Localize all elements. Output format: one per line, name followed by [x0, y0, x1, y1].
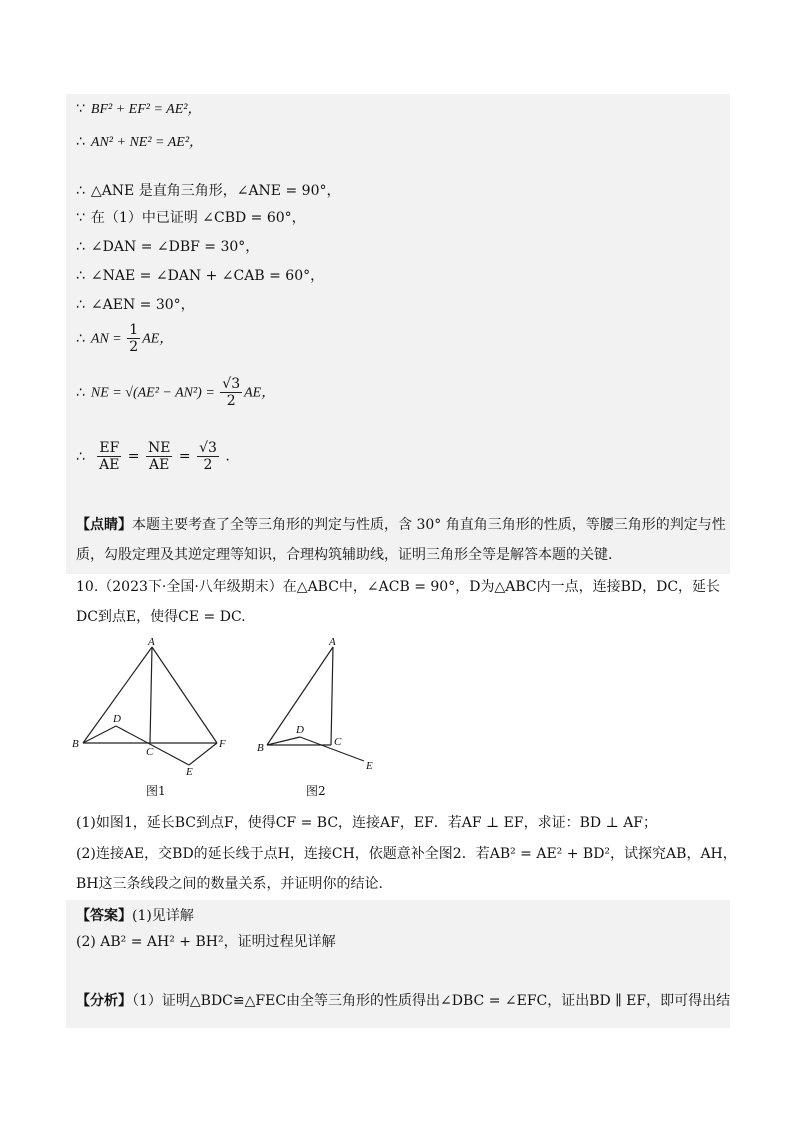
solution-line-1: ∵ BF² + EF² = AE²， [76, 101, 202, 117]
solution-line-2: ∴ AN² + NE² = AE²， [76, 134, 204, 150]
segment-af [152, 647, 217, 743]
question-1: (1)如图1，延长BC到点F，使得CF = BC，连接AF，EF．若AF ⊥ EF，求证：BD ⊥ AF； [76, 815, 658, 831]
segment-ba [83, 647, 152, 743]
segment-ef [189, 743, 217, 765]
problem-number: 10. [76, 579, 99, 595]
solution-line-3: ∴ △ANE 是直角三角形，∠ANE = 90°， [76, 183, 341, 199]
label-a: A [329, 636, 336, 648]
label-c: C [146, 746, 154, 758]
label-c: C [334, 736, 342, 748]
dianjing-text: 本题主要考查了全等三角形的判定与性质，含 30° 角直角三角形的性质，等腰三角形的判定与性质，勾股定理及其逆定理等知识，合理构筑辅助线，证明三角形全等是解答本题的关键. [76, 517, 726, 563]
fraction-root3-over-2-b: $\frac{√3}{2}$ [199, 440, 217, 473]
label-b: B [257, 742, 264, 754]
solution-line-8: ∴ AN = $\frac{1}{2}$ AE， [76, 322, 174, 355]
label-d: D [296, 724, 304, 736]
analysis-label: 【分析】 [76, 993, 132, 1009]
fraction-ne-over-ae: $\frac{NE}{AE}$ [147, 440, 171, 473]
label-a: A [148, 636, 155, 648]
label-e: E [366, 760, 373, 772]
label-f: F [219, 738, 226, 750]
dianjing-paragraph [76, 510, 728, 570]
answer-label: 【答案】 [76, 908, 132, 924]
segment-de [300, 737, 364, 761]
label-b: B [72, 738, 79, 750]
label-e: E [186, 766, 193, 775]
segment-ac [331, 647, 333, 745]
answer-line-2: (2) AB² = AH² + BH²，证明过程见详解 [76, 934, 336, 950]
problem-statement [76, 572, 732, 632]
dianjing-label: 【点睛】 [76, 517, 132, 533]
solution-line-9: ∴ NE = √(AE² − AN²) = $\frac{√3}{2}$ AE， [76, 376, 276, 409]
problem-source: （2023下·全国·八年级期末） [98, 579, 283, 595]
fraction-root3-over-2: $\frac{√3}{2}$ [222, 376, 241, 409]
figure-1-caption: 图1 [146, 784, 166, 798]
fraction-half: $\frac{1}{2}$ [129, 322, 139, 355]
solution-line-4: ∵ 在（1）中已证明 ∠CBD = 60°， [76, 210, 306, 226]
segment-ac [150, 647, 152, 743]
solution-line-6: ∴ ∠NAE = ∠DAN + ∠CAB = 60°， [76, 268, 325, 284]
figure-2-caption: 图2 [306, 784, 326, 798]
solution-line-7: ∴ ∠AEN = 30°， [76, 297, 195, 313]
solution-line-5: ∴ ∠DAN = ∠DBF = 30°， [76, 239, 260, 255]
label-d: D [113, 713, 121, 725]
solution-line-10: ∴ $\frac{EF}{AE}$ = $\frac{NE}{AE}$ = $\frac{√3}{2}$ . [76, 440, 230, 473]
problem-text: 在△ABC中，∠ACB = 90°，D为△ABC内一点，连接BD，DC，延长DC到点E，使得CE = DC. [76, 579, 721, 625]
answer-line-1: 【答案】(1)见详解 [76, 908, 194, 924]
figure-1 [66, 635, 246, 775]
question-2: (2)连接AE，交BD的延长线于点H，连接CH，依题意补全图2．若AB² = AE² + BD²，试探究AB，AH， [76, 846, 737, 862]
segment-bd [83, 726, 116, 743]
question-2-continued: BH这三条线段之间的数量关系，并证明你的结论. [76, 876, 383, 892]
analysis-line: 【分析】（1）证明△BDC≌△FEC由全等三角形的性质得出∠DBC = ∠EFC，证出BD ∥ EF，即可得出结 [76, 993, 731, 1009]
figure-2 [254, 635, 384, 775]
fraction-ef-over-ae: $\frac{EF}{AE}$ [99, 440, 120, 473]
